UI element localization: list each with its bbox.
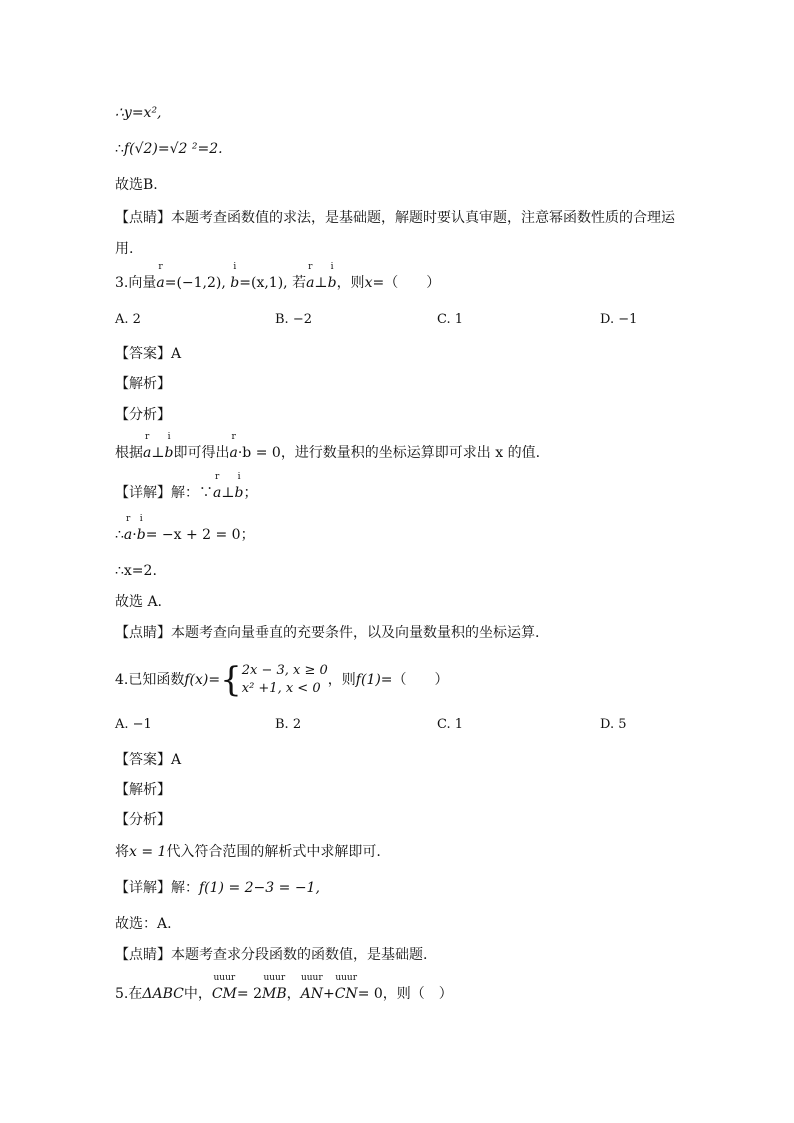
question-4-stem: 4.已知函数f(x)={2x − 3, x ≥ 0 x² +1, x < 0，则f(1)=（ ） [115,660,449,700]
q4-answer: 【答案】A [115,752,182,768]
derivation-line-2: ∴f(√2)=√2 ²=2. [115,141,223,157]
q4-option-a[interactable]: A. −1 [115,717,152,732]
q4-option-c[interactable]: C. 1 [437,717,464,732]
f-sqrt2-expression: f(√2)=√2 ²=2. [123,141,223,157]
q3-option-c[interactable]: C. 1 [437,312,464,327]
q3-answer: 【答案】A [115,346,182,362]
q3-jiexi-heading: 【解析】 [115,376,171,392]
question-5-stem: 5.在ΔABC中， uuur CM= 2 uuur MB， uuur AN+ uuur CN= 0，则（ ） [115,973,453,1002]
q3-option-d[interactable]: D. −1 [600,312,638,327]
comment-q2: 【点睛】本题考查函数值的求法，是基础题，解题时要认真审题，注意幂函数性质的合理运用. [115,210,675,257]
q4-fenxi-heading: 【分析】 [115,812,171,828]
q3-option-a[interactable]: A. 2 [115,312,141,327]
q3-detail-line-2: ∴ r a· i b= −x + 2 = 0； [115,514,255,543]
q4-option-b[interactable]: B. 2 [275,717,302,732]
q3-detail-line-3: ∴x=2. [115,563,157,579]
piecewise-brace: { [220,660,242,700]
question-3-stem: 3.向量 r a=(−1,2), i b=(x,1), 若 r a⊥ i b，则x=（ ） [115,262,441,291]
piecewise-cases: 2x − 3, x ≥ 0 x² +1, x < 0 [241,663,328,696]
q3-choice: 故选 A. [115,594,163,610]
q4-detail: 【详解】解：f(1) = 2−3 = −1, [115,880,320,896]
q3-analysis: 根据 r a⊥ i b即可得出 r a·b = 0，进行数量积的坐标运算即可求出 x 的值. [115,432,541,461]
q4-comment: 【点睛】本题考查求分段函数的函数值，是基础题. [115,947,428,963]
q3-comment: 【点睛】本题考查向量垂直的充要条件，以及向量数量积的坐标运算. [115,625,540,641]
q4-option-d[interactable]: D. 5 [600,717,627,732]
q3-option-b[interactable]: B. −2 [275,312,312,327]
derivation-line-1: ∴y=x², [115,105,162,121]
q4-choice: 故选：A. [115,916,172,932]
q3-fenxi-heading: 【分析】 [115,407,171,423]
q4-analysis: 将x = 1代入符合范围的解析式中求解即可. [115,844,381,860]
choice-line-q2: 故选B. [115,177,158,193]
q4-jiexi-heading: 【解析】 [115,782,171,798]
q3-detail-line-1: 【详解】解：∵ r a⊥ i b； [115,472,258,501]
